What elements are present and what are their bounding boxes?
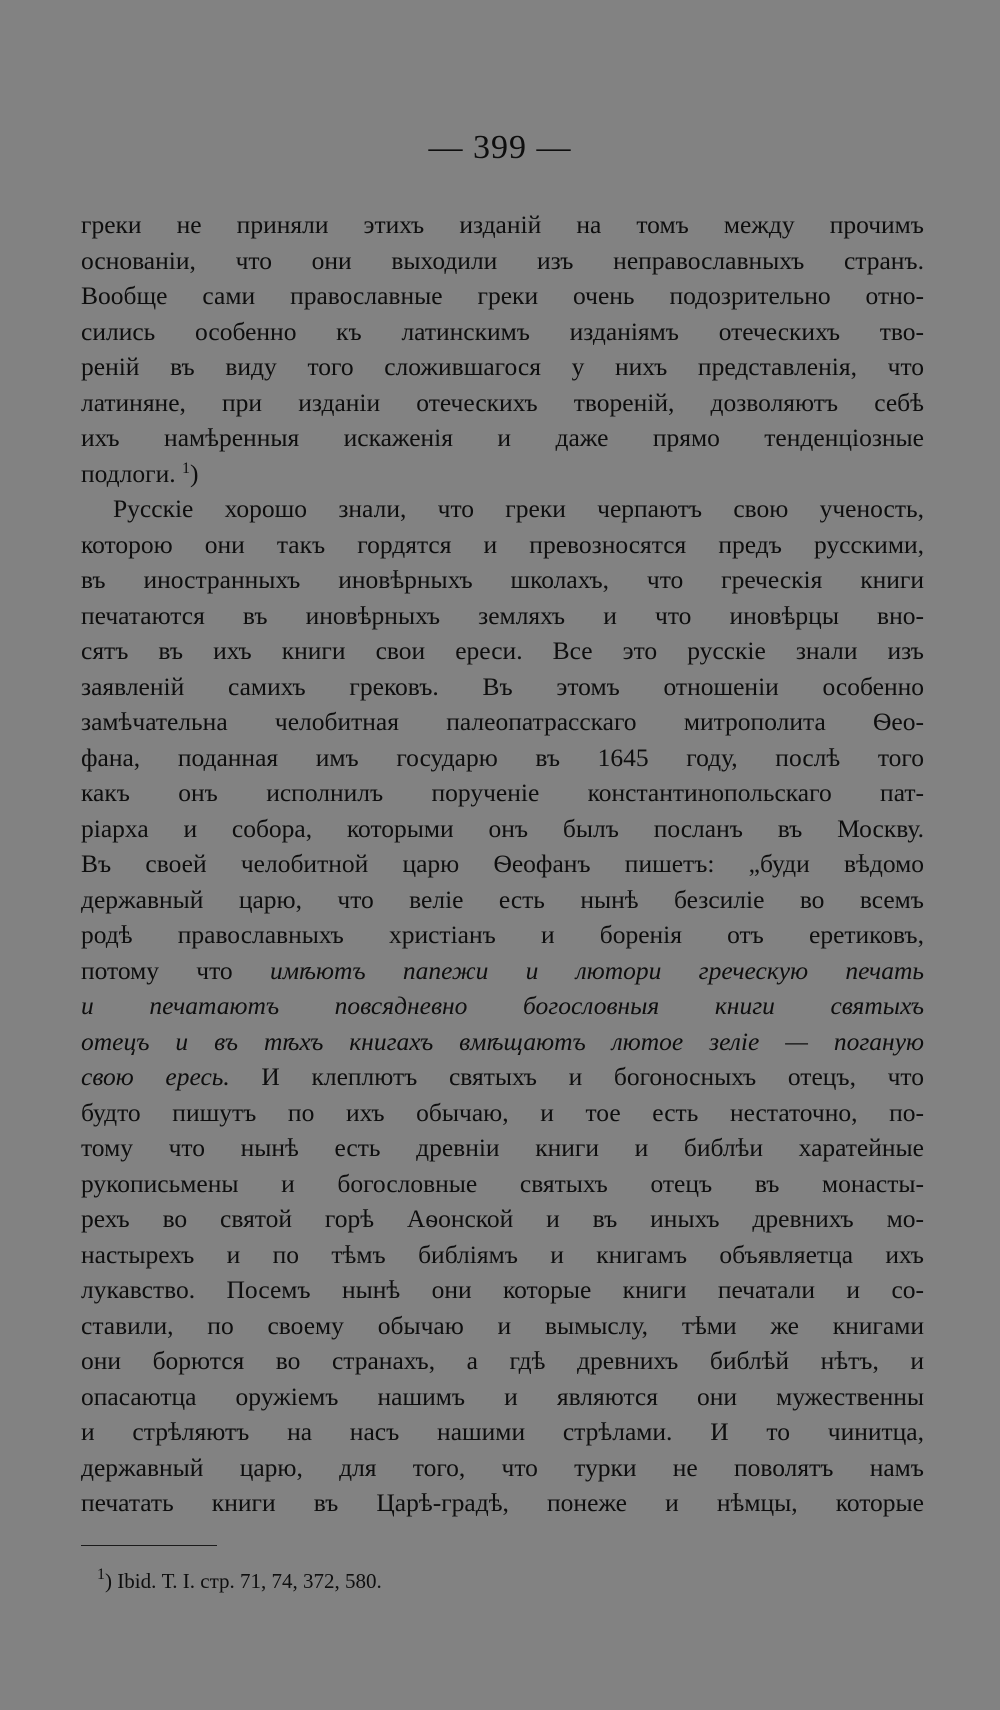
text-line: сятъ въ ихъ книги свои ереси. Все это русскіе знали изъ <box>81 636 924 665</box>
text-line: лукавство. Посемъ нынѣ они которые книги печатали и со- <box>81 1275 924 1304</box>
footnote-text: ) Ibid. Т. I. стр. 71, 74, 372, 580. <box>105 1569 382 1593</box>
text-line-italic: и печатаютъ повсядневно богословныя книги святыхъ <box>81 991 924 1020</box>
text-line: родѣ православныхъ христіанъ и боренія отъ еретиковъ, <box>81 920 924 949</box>
text-line: будто пишутъ по ихъ обычаю, и тое есть нестаточно, по- <box>81 1097 924 1127</box>
footnote-marker: 1 <box>97 1566 105 1583</box>
page-number: — 399 — <box>428 129 572 166</box>
text-line: настырехъ и по тѣмъ библіямъ и книгамъ объявляетца ихъ <box>81 1239 924 1269</box>
text-line: рукописьмены и богословные святыхъ отецъ въ монасты- <box>81 1168 924 1198</box>
text-line <box>81 1059 924 1095</box>
footnote-ref: 1 <box>181 459 190 477</box>
text-line <box>81 953 924 989</box>
line-text: подлоги. <box>81 458 176 488</box>
text-line: печатаются въ иновѣрныхъ земляхъ и что иновѣрцы вно- <box>81 600 924 630</box>
text-line: и стрѣляютъ на насъ нашими стрѣлами. И то чинитца, <box>81 1417 924 1446</box>
text-line: какъ онъ исполнилъ порученіе константинопольскаго пат- <box>81 778 924 807</box>
text-line: въ иностранныхъ иновѣрныхъ школахъ, что греческія книги <box>81 565 924 594</box>
text-line: тому что нынѣ есть древніи книги и библѣи харатейные <box>81 1133 924 1162</box>
italic-quote: имѣютъ папежи и лютори греческую печать <box>269 955 924 985</box>
text-line: фана, поданная имъ государю въ 1645 году, послѣ того <box>81 742 924 772</box>
text-line: ставили, по своему обычаю и вымыслу, тѣми же книгами <box>81 1310 924 1340</box>
text-line: рехъ во святой горѣ Аѳонской и въ иныхъ древнихъ мо- <box>81 1204 924 1233</box>
text-line: Въ своей челобитной царю Ѳеофанъ пишетъ: „буди вѣдомо <box>81 849 924 878</box>
text-line: замѣчательна челобитная палеопатрасскаго митрополита Ѳео- <box>81 707 924 736</box>
text-line: державный царю, для того, что турки не поволятъ намъ <box>81 1452 924 1482</box>
text-line: ріарха и собора, которыми онъ былъ посланъ въ Москву. <box>81 813 924 843</box>
text-line: они борются во странахъ, а гдѣ древнихъ библѣй нѣтъ, и <box>81 1346 924 1375</box>
text-line: основаніи, что они выходили изъ неправославныхъ странъ. <box>81 245 924 275</box>
line-text: потому что <box>81 955 233 985</box>
line-text: И клеплютъ святыхъ и богоносныхъ отецъ, что <box>261 1062 924 1091</box>
text-line: Вообще сами православные греки очень подозрительно отно- <box>81 281 924 310</box>
text-line: латиняне, при изданіи отеческихъ твореній, дозволяютъ себѣ <box>81 387 924 417</box>
text-line: опасаютца оружіемъ нашимъ и являются они мужественны <box>81 1381 924 1411</box>
text-line: сились особенно къ латинскимъ изданіямъ отеческихъ тво- <box>81 316 924 346</box>
text-line: которою они такъ гордятся и превозносятся предъ русскими, <box>81 529 924 559</box>
italic-quote: свою ересь. <box>81 1062 230 1091</box>
footnote-ref-paren: ) <box>189 458 199 488</box>
footnote-divider <box>81 1545 217 1546</box>
text-line: державный царю, что веліе есть нынѣ безсиліе во всемъ <box>81 884 924 914</box>
text-line: ихъ намѣренныя искаженія и даже прямо тенденціозные <box>81 423 924 452</box>
text-line-italic: отецъ и въ тѣхъ книгахъ вмѣщаютъ лютое зеліе — поганую <box>81 1026 924 1056</box>
text-line: Русскіе хорошо знали, что греки черпаютъ свою ученость, <box>113 494 924 523</box>
text-line: реній въ виду того сложившагося у нихъ представленія, что <box>81 352 924 381</box>
text-line: заявленій самихъ грековъ. Въ этомъ отношеніи особенно <box>81 671 924 701</box>
text-line: печатать книги въ Царѣ-градѣ, понеже и нѣмцы, которые <box>81 1488 924 1517</box>
text-line: греки не приняли этихъ изданій на томъ между прочимъ <box>81 210 924 239</box>
footnote <box>97 1566 382 1596</box>
text-line <box>81 456 924 492</box>
body-text <box>81 207 924 1521</box>
